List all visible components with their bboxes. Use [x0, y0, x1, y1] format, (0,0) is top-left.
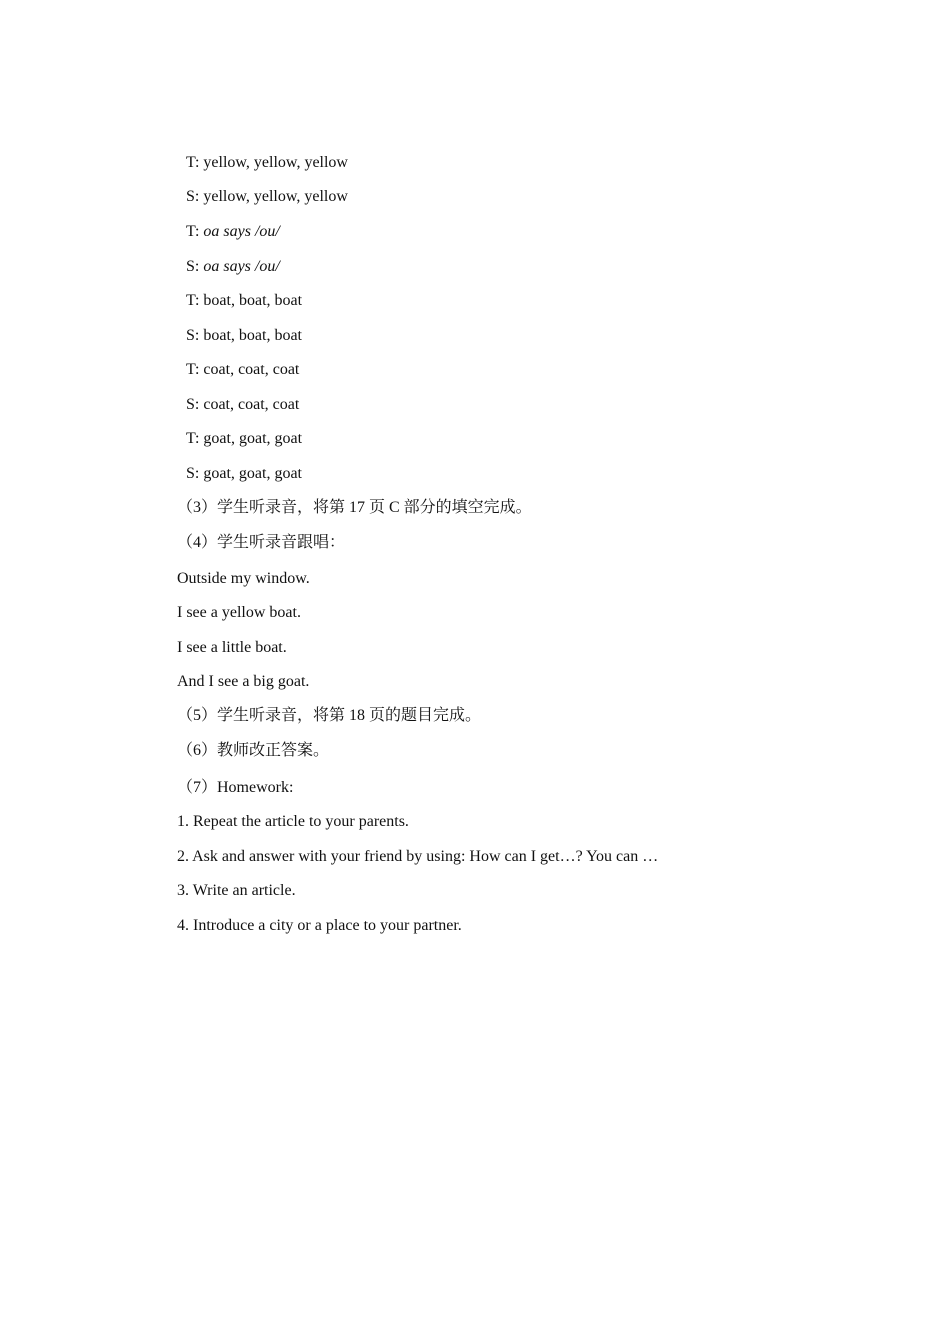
song-line: And I see a big goat. — [177, 673, 310, 690]
song-line: I see a yellow boat. — [177, 604, 301, 621]
dialogue-line: T: coat, coat, coat — [186, 361, 300, 378]
step-7: （7）Homework: — [177, 779, 294, 796]
step-4: （4）学生听录音跟唱： — [177, 534, 346, 551]
song-line: I see a little boat. — [177, 639, 287, 656]
dialogue-line: T: boat, boat, boat — [186, 292, 303, 309]
step-5: （5）学生听录音，将第 18 页的题目完成。 — [177, 707, 482, 724]
dialogue-line: S: goat, goat, goat — [186, 465, 302, 482]
dialogue-line: S: oa says /ou/ — [186, 258, 280, 275]
step-6: （6）教师改正答案。 — [177, 742, 330, 759]
dialogue-line: S: yellow, yellow, yellow — [186, 188, 348, 205]
homework-item: 2. Ask and answer with your friend by using: How can I get…? You can … — [177, 848, 659, 865]
homework-item: 1. Repeat the article to your parents. — [177, 813, 409, 830]
homework-item: 4. Introduce a city or a place to your partner. — [177, 917, 462, 934]
dialogue-line: T: goat, goat, goat — [186, 430, 303, 447]
dialogue-line: S: coat, coat, coat — [186, 396, 300, 413]
dialogue-line: T: oa says /ou/ — [186, 223, 280, 240]
homework-item: 3. Write an article. — [177, 882, 296, 899]
dialogue-line: T: yellow, yellow, yellow — [186, 154, 348, 171]
step-3: （3）学生听录音，将第 17 页 C 部分的填空完成。 — [177, 499, 532, 516]
song-line: Outside my window. — [177, 570, 310, 587]
dialogue-line: S: boat, boat, boat — [186, 327, 302, 344]
